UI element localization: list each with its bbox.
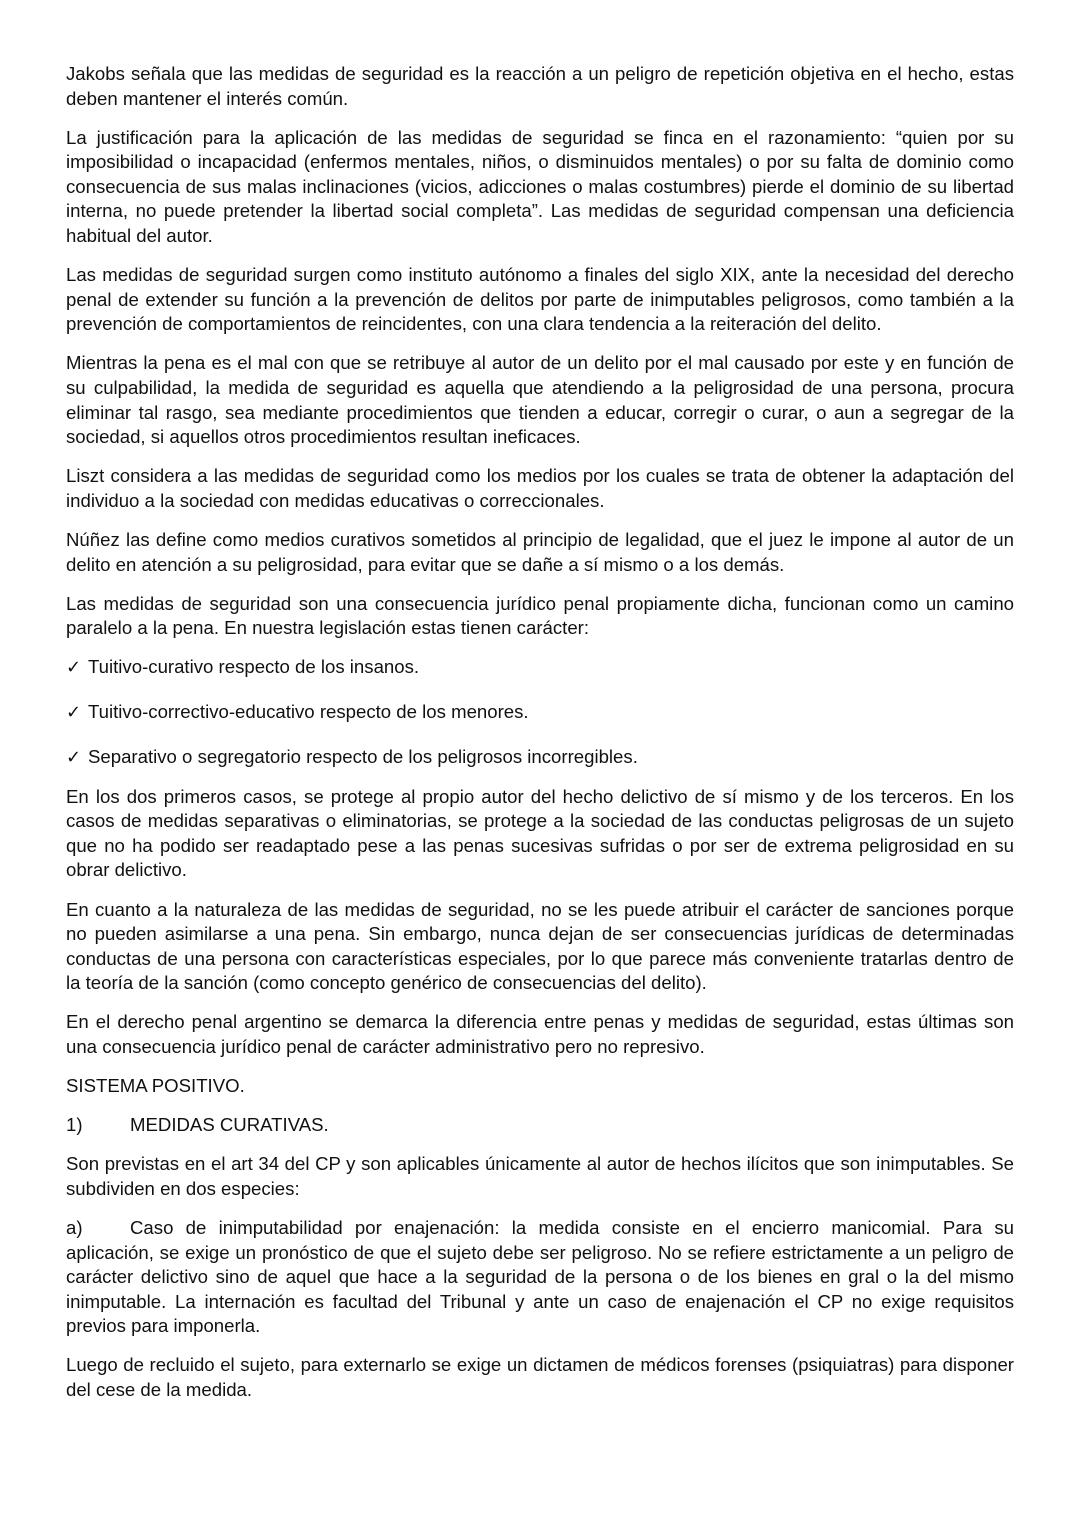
check-item-text: Tuitivo-correctivo-educativo respecto de los menores.: [88, 700, 529, 722]
check-list-item: [66, 655, 1014, 681]
check-list-item: [66, 745, 1014, 771]
checkmark-icon: ✓: [66, 701, 82, 723]
paragraph-dos-primeros-casos: En los dos primeros casos, se protege al propio autor del hecho delictivo de sí mismo y de los terceros. En los casos de medidas separativas o eliminatorias, se protege a la sociedad de las conductas peligrosas de un sujeto que no ha podido ser readaptado pese a las penas sucesivas sufridas o por ser de extrema peligrosidad en su obrar delictivo.: [66, 785, 1014, 881]
paragraph-consecuencia: Las medidas de seguridad son una consecuencia jurídico penal propiamente dicha, funcionan como un camino paralelo a la pena. En nuestra legislación estas tienen carácter:: [66, 592, 1014, 639]
paragraph-final: Luego de recluido el sujeto, para externarlo se exige un dictamen de médicos forenses (psiquiatras) para disponer del cese de la medida.: [66, 1354, 1014, 1401]
checkmark-icon: ✓: [66, 657, 82, 679]
numbered-heading-number: 1): [66, 1114, 83, 1136]
paragraph-naturaleza: En cuanto a la naturaleza de las medidas de seguridad, no se les puede atribuir el carácter de sanciones porque no pueden asimilarse a una pena. Sin embargo, nunca dejan de ser consecuencias jurídicas de determinadas conductas de una persona con características especiales, por lo que parece más conveniente tratarlas dentro de la teoría de la sanción (como concepto genérico de consecuencias del delito).: [66, 898, 1014, 994]
check-item-text: Tuitivo-curativo respecto de los insanos.: [88, 656, 420, 678]
paragraph-justificacion: La justificación para la aplicación de las medidas de seguridad se finca en el razonamiento: “quien por su imposibilidad o incapacidad (enfermos mentales, niños, o disminuidos mentales) o por su falta de dominio como consecuencia de sus malas inclinaciones (vicios, adicciones o malas costumbres) pierde el dominio de su libertad interna, no puede pretender la libertad social completa”. Las medidas de seguridad compensan una deficiencia habitual del autor.: [66, 126, 1014, 247]
paragraph-surgimiento: Las medidas de seguridad surgen como instituto autónomo a finales del siglo XIX, ante la necesidad del derecho penal de extender su función a la prevención de delitos por parte de inimputables peligrosos, como también a la prevención de comportamientos de reincidentes, con una clara tendencia a la reiteración del delito.: [66, 264, 1014, 335]
check-item-text: Separativo o segregatorio respecto de los peligrosos incorregibles.: [88, 745, 638, 767]
paragraph-derecho-argentino: En el derecho penal argentino se demarca la diferencia entre penas y medidas de seguridad, estas últimas son una consecuencia jurídico penal de carácter administrativo pero no represivo.: [66, 1011, 1014, 1057]
lettered-item: [66, 1216, 1014, 1339]
lettered-item-letter: a): [66, 1216, 83, 1238]
lettered-item-text: Caso de inimputabilidad por enajenación: la medida consiste en el encierro manicomial. Para su aplicación, se exige un pronóstico de que el sujeto debe ser peligroso. No se refiere estrictamente a un peligro de carácter delictivo sino de aquel que hace a la seguridad de la persona o de los bienes en gral o la del mismo inimputable. La internación es facultad del Tribunal y ante un caso de enajenación el CP no exige requisitos previos para imponerla.: [66, 1216, 1014, 1337]
section-heading: SISTEMA POSITIVO.: [66, 1075, 245, 1097]
paragraph-pena-vs-medida: Mientras la pena es el mal con que se retribuye al autor de un delito por el mal causado por este y en función de su culpabilidad, la medida de seguridad es aquella que atendiendo a la peligrosidad de una persona, procura eliminar tal rasgo, sea mediante procedimientos que tienden a educar, corregir o curar, o aun a segregar de la sociedad, si aquellos otros procedimientos resultan ineficaces.: [66, 352, 1014, 448]
check-list-item: [66, 700, 1014, 726]
numbered-heading-text: MEDIDAS CURATIVAS.: [130, 1114, 329, 1136]
checkmark-icon: ✓: [66, 746, 82, 768]
paragraph-art-34: Son previstas en el art 34 del CP y son aplicables únicamente al autor de hechos ilícitos que son inimputables. Se subdividen en dos especies:: [66, 1153, 1014, 1199]
paragraph-jakobs: Jakobs señala que las medidas de seguridad es la reacción a un peligro de repetición objetiva en el hecho, estas deben mantener el interés común.: [66, 63, 1014, 109]
numbered-heading: [66, 1113, 1014, 1138]
paragraph-nunez: Núñez las define como medios curativos sometidos al principio de legalidad, que el juez le impone al autor de un delito en atención a su peligrosidad, para evitar que se dañe a sí mismo o a los demás.: [66, 529, 1014, 575]
paragraph-liszt: Liszt considera a las medidas de seguridad como los medios por los cuales se trata de obtener la adaptación del individuo a la sociedad con medidas educativas o correccionales.: [66, 465, 1014, 511]
document-page: [66, 62, 1014, 1417]
